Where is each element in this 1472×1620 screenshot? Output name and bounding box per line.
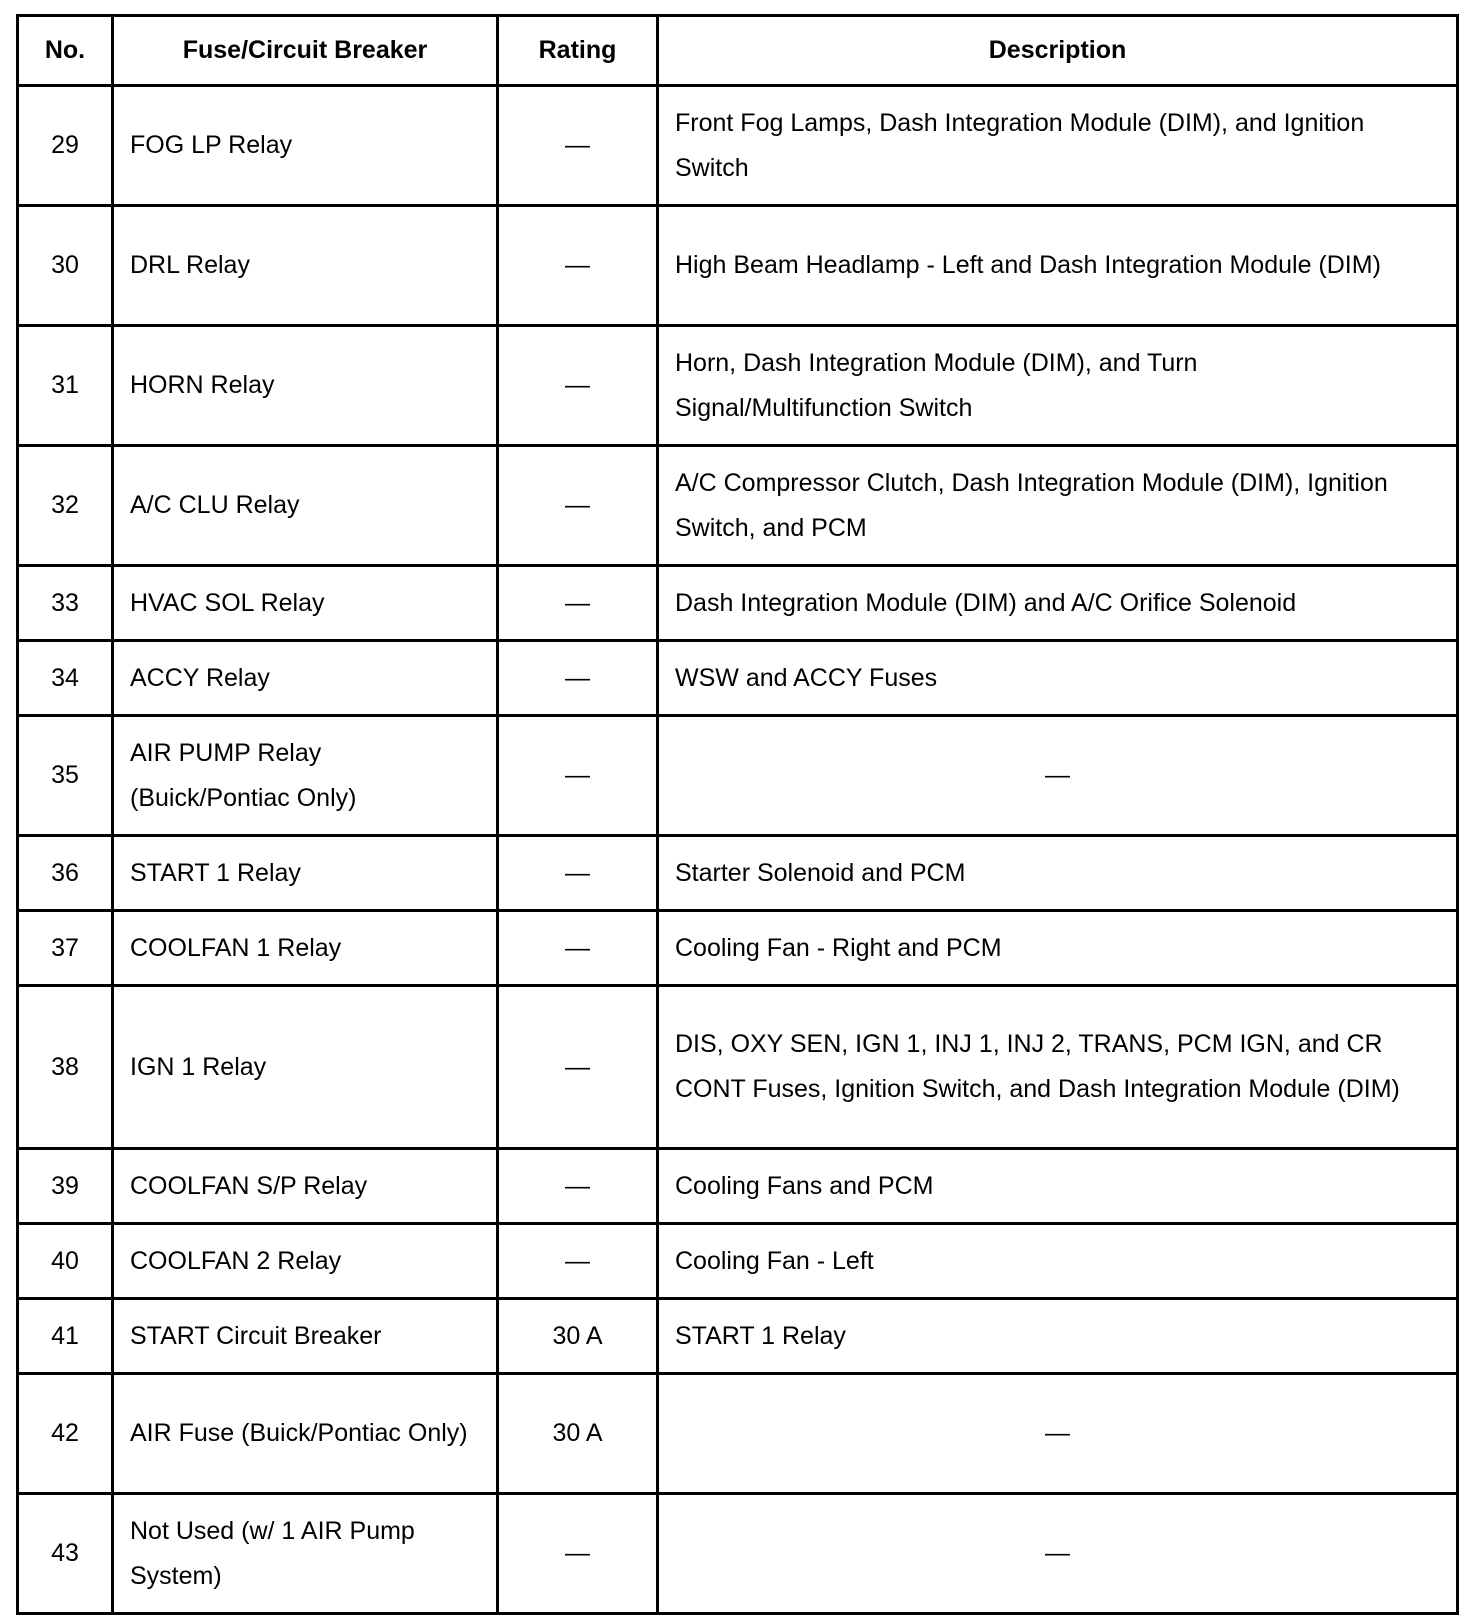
cell-fuse: Not Used (w/ 1 AIR Pump System)	[113, 1494, 498, 1614]
cell-no: 37	[18, 911, 113, 986]
table-row	[18, 1224, 1458, 1299]
header-row	[18, 16, 1458, 86]
cell-no: 38	[18, 986, 113, 1149]
cell-description: START 1 Relay	[658, 1299, 1458, 1374]
cell-description: Horn, Dash Integration Module (DIM), and Turn Signal/Multifunction Switch	[658, 326, 1458, 446]
table-body	[18, 86, 1458, 1614]
cell-fuse: FOG LP Relay	[113, 86, 498, 206]
header-rating: Rating	[498, 16, 658, 86]
cell-description: Starter Solenoid and PCM	[658, 836, 1458, 911]
cell-no: 32	[18, 446, 113, 566]
cell-description: —	[658, 716, 1458, 836]
table-row	[18, 641, 1458, 716]
cell-fuse: A/C CLU Relay	[113, 446, 498, 566]
table-header	[18, 16, 1458, 86]
cell-fuse: COOLFAN S/P Relay	[113, 1149, 498, 1224]
cell-description: Cooling Fan - Left	[658, 1224, 1458, 1299]
cell-description: Front Fog Lamps, Dash Integration Module (DIM), and Ignition Switch	[658, 86, 1458, 206]
table-row	[18, 1299, 1458, 1374]
cell-fuse: ACCY Relay	[113, 641, 498, 716]
cell-description: Dash Integration Module (DIM) and A/C Orifice Solenoid	[658, 566, 1458, 641]
table-row	[18, 326, 1458, 446]
table-row	[18, 86, 1458, 206]
cell-fuse: HORN Relay	[113, 326, 498, 446]
cell-rating: —	[498, 986, 658, 1149]
cell-no: 43	[18, 1494, 113, 1614]
cell-fuse: HVAC SOL Relay	[113, 566, 498, 641]
cell-rating: —	[498, 911, 658, 986]
cell-description: Cooling Fan - Right and PCM	[658, 911, 1458, 986]
table-row	[18, 716, 1458, 836]
cell-rating: —	[498, 641, 658, 716]
cell-no: 41	[18, 1299, 113, 1374]
cell-fuse: IGN 1 Relay	[113, 986, 498, 1149]
table-row	[18, 1374, 1458, 1494]
table-row	[18, 1149, 1458, 1224]
header-no: No.	[18, 16, 113, 86]
cell-description: DIS, OXY SEN, IGN 1, INJ 1, INJ 2, TRANS, PCM IGN, and CR CONT Fuses, Ignition Switch, and Dash Integration Module (DIM)	[658, 986, 1458, 1149]
cell-rating: —	[498, 446, 658, 566]
cell-fuse: AIR Fuse (Buick/Pontiac Only)	[113, 1374, 498, 1494]
fuse-relay-table	[16, 14, 1459, 1615]
cell-description: High Beam Headlamp - Left and Dash Integration Module (DIM)	[658, 206, 1458, 326]
cell-fuse: START 1 Relay	[113, 836, 498, 911]
cell-no: 34	[18, 641, 113, 716]
cell-rating: —	[498, 566, 658, 641]
cell-no: 39	[18, 1149, 113, 1224]
cell-rating: 30 A	[498, 1374, 658, 1494]
cell-fuse: COOLFAN 2 Relay	[113, 1224, 498, 1299]
cell-no: 36	[18, 836, 113, 911]
header-description: Description	[658, 16, 1458, 86]
cell-description: —	[658, 1374, 1458, 1494]
cell-no: 42	[18, 1374, 113, 1494]
cell-no: 31	[18, 326, 113, 446]
cell-rating: —	[498, 836, 658, 911]
cell-rating: —	[498, 1149, 658, 1224]
cell-description: Cooling Fans and PCM	[658, 1149, 1458, 1224]
cell-description: WSW and ACCY Fuses	[658, 641, 1458, 716]
table-row	[18, 566, 1458, 641]
cell-rating: —	[498, 1224, 658, 1299]
cell-no: 35	[18, 716, 113, 836]
cell-rating: —	[498, 716, 658, 836]
cell-rating: —	[498, 86, 658, 206]
cell-description: A/C Compressor Clutch, Dash Integration Module (DIM), Ignition Switch, and PCM	[658, 446, 1458, 566]
table-row	[18, 206, 1458, 326]
header-fuse-circuit-breaker: Fuse/Circuit Breaker	[113, 16, 498, 86]
cell-fuse: AIR PUMP Relay (Buick/Pontiac Only)	[113, 716, 498, 836]
cell-rating: —	[498, 326, 658, 446]
cell-rating: —	[498, 206, 658, 326]
cell-rating: 30 A	[498, 1299, 658, 1374]
table-row	[18, 986, 1458, 1149]
table-row	[18, 911, 1458, 986]
table-row	[18, 836, 1458, 911]
cell-no: 30	[18, 206, 113, 326]
cell-no: 40	[18, 1224, 113, 1299]
cell-no: 29	[18, 86, 113, 206]
cell-fuse: DRL Relay	[113, 206, 498, 326]
table-row	[18, 446, 1458, 566]
cell-description: —	[658, 1494, 1458, 1614]
cell-rating: —	[498, 1494, 658, 1614]
table-row	[18, 1494, 1458, 1614]
cell-fuse: START Circuit Breaker	[113, 1299, 498, 1374]
cell-no: 33	[18, 566, 113, 641]
cell-fuse: COOLFAN 1 Relay	[113, 911, 498, 986]
